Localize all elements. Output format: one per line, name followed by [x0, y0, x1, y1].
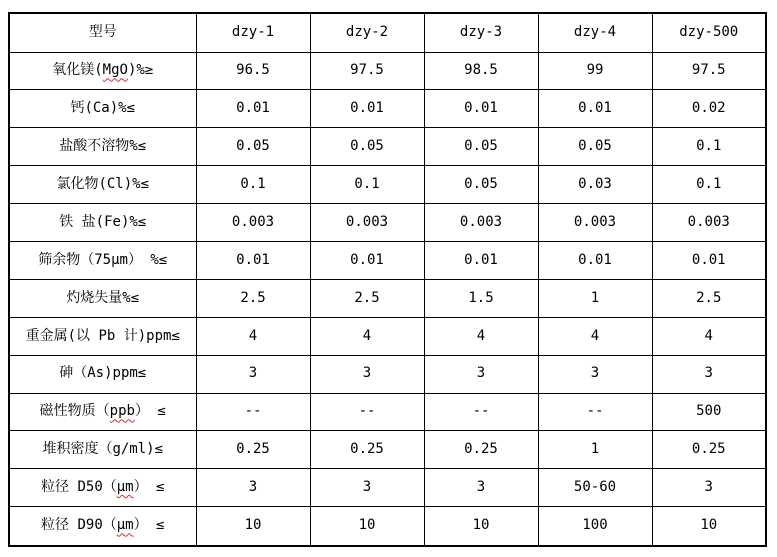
- row-label-as: [9, 355, 196, 393]
- cell-value: 99: [538, 52, 652, 90]
- row-label-ignition-loss: [9, 279, 196, 317]
- cell-value: 3: [652, 355, 766, 393]
- cell-value: 0.01: [196, 242, 310, 280]
- cell-value: 0.03: [538, 166, 652, 204]
- row-label-text: 粒径 D90（: [41, 517, 117, 534]
- row-label-cl: [9, 166, 196, 204]
- spellcheck-underline: ppb: [109, 403, 135, 420]
- cell-value: 3: [424, 355, 538, 393]
- spellcheck-underline: μm: [116, 479, 134, 496]
- cell-value: 0.05: [310, 128, 424, 166]
- cell-value: 1.5: [424, 279, 538, 317]
- cell-value: 0.05: [538, 128, 652, 166]
- spec-table: [8, 12, 767, 547]
- cell-value: 3: [196, 469, 310, 507]
- row-label-text: 粒径 D50（: [41, 479, 117, 496]
- cell-value: 0.01: [424, 90, 538, 128]
- cell-value: 0.003: [652, 204, 766, 242]
- table-row-magnetic: [9, 393, 766, 431]
- row-label-text: 重金属(以 Pb 计)ppm≤: [25, 327, 180, 344]
- cell-value: 10: [310, 507, 424, 546]
- cell-value: 0.003: [538, 204, 652, 242]
- column-header-dzy-4: dzy-4: [538, 13, 652, 52]
- cell-value: 500: [652, 393, 766, 431]
- table-row-d50: [9, 469, 766, 507]
- cell-value: 0.25: [196, 431, 310, 469]
- table-row-mgo: [9, 52, 766, 90]
- cell-value: 3: [424, 469, 538, 507]
- cell-value: --: [424, 393, 538, 431]
- row-label-bulk-density: [9, 431, 196, 469]
- spellcheck-underline: μm: [116, 517, 134, 534]
- row-label-text: 堆积密度（g/ml)≤: [42, 441, 164, 458]
- header-row: [9, 13, 766, 52]
- column-header-model: 型号: [9, 13, 196, 52]
- cell-value: 4: [424, 317, 538, 355]
- cell-value: 3: [310, 355, 424, 393]
- cell-value: 0.01: [424, 242, 538, 280]
- row-label-mgo: [9, 52, 196, 90]
- cell-value: 2.5: [196, 279, 310, 317]
- spellcheck-underline: MgO: [102, 62, 128, 79]
- cell-value: 0.1: [652, 128, 766, 166]
- column-header-dzy-2: dzy-2: [310, 13, 424, 52]
- cell-value: 0.003: [424, 204, 538, 242]
- cell-value: 3: [652, 469, 766, 507]
- cell-value: 4: [652, 317, 766, 355]
- cell-value: 0.25: [424, 431, 538, 469]
- row-label-text: 铁 盐(Fe)%≤: [59, 213, 147, 230]
- row-label-hcl-insoluble: [9, 128, 196, 166]
- cell-value: 2.5: [652, 279, 766, 317]
- row-label-magnetic: [9, 393, 196, 431]
- cell-value: 4: [538, 317, 652, 355]
- table-row-bulk-density: [9, 431, 766, 469]
- cell-value: 0.1: [310, 166, 424, 204]
- column-header-dzy-3: dzy-3: [424, 13, 538, 52]
- cell-value: 96.5: [196, 52, 310, 90]
- cell-value: 1: [538, 431, 652, 469]
- cell-value: 97.5: [310, 52, 424, 90]
- row-label-text: 筛余物（75μm） %≤: [38, 251, 168, 268]
- row-label-text: ） ≤: [133, 479, 165, 496]
- cell-value: 2.5: [310, 279, 424, 317]
- cell-value: 0.05: [424, 128, 538, 166]
- row-label-text: )%≥: [127, 62, 154, 79]
- column-header-dzy-1: dzy-1: [196, 13, 310, 52]
- cell-value: 0.01: [652, 242, 766, 280]
- row-label-heavy-metals: [9, 317, 196, 355]
- cell-value: --: [310, 393, 424, 431]
- row-label-text: 磁性物质（: [39, 403, 110, 420]
- cell-value: 0.01: [310, 242, 424, 280]
- cell-value: 0.25: [652, 431, 766, 469]
- row-label-text: 砷（As)ppm≤: [59, 365, 147, 382]
- cell-value: 0.01: [196, 90, 310, 128]
- cell-value: 0.003: [196, 204, 310, 242]
- row-label-text: 盐酸不溶物%≤: [59, 138, 147, 155]
- row-label-d50: [9, 469, 196, 507]
- row-label-text: 氯化物(Cl)%≤: [56, 175, 150, 192]
- cell-value: 10: [196, 507, 310, 546]
- cell-value: 0.25: [310, 431, 424, 469]
- row-label-text: 钙(Ca)%≤: [70, 100, 136, 117]
- cell-value: 10: [424, 507, 538, 546]
- cell-value: 0.003: [310, 204, 424, 242]
- cell-value: 3: [310, 469, 424, 507]
- table-row-d90: [9, 507, 766, 546]
- cell-value: --: [538, 393, 652, 431]
- cell-value: 4: [310, 317, 424, 355]
- cell-value: 50-60: [538, 469, 652, 507]
- table-row-sieve-residue: [9, 242, 766, 280]
- table-row-heavy-metals: [9, 317, 766, 355]
- cell-value: 10: [652, 507, 766, 546]
- cell-value: 1: [538, 279, 652, 317]
- cell-value: 0.1: [652, 166, 766, 204]
- cell-value: 4: [196, 317, 310, 355]
- cell-value: 98.5: [424, 52, 538, 90]
- row-label-text: ） ≤: [133, 517, 165, 534]
- row-label-text: ） ≤: [134, 403, 166, 420]
- table-row-cl: [9, 166, 766, 204]
- cell-value: 0.1: [196, 166, 310, 204]
- cell-value: 3: [196, 355, 310, 393]
- cell-value: 0.02: [652, 90, 766, 128]
- cell-value: 0.05: [424, 166, 538, 204]
- cell-value: --: [196, 393, 310, 431]
- table-row-ca: [9, 90, 766, 128]
- row-label-fe: [9, 204, 196, 242]
- column-header-dzy-500: dzy-500: [652, 13, 766, 52]
- table-row-fe: [9, 204, 766, 242]
- row-label-ca: [9, 90, 196, 128]
- row-label-sieve-residue: [9, 242, 196, 280]
- cell-value: 100: [538, 507, 652, 546]
- cell-value: 0.05: [196, 128, 310, 166]
- cell-value: 3: [538, 355, 652, 393]
- cell-value: 0.01: [538, 90, 652, 128]
- table-row-as: [9, 355, 766, 393]
- cell-value: 0.01: [538, 242, 652, 280]
- table-row-ignition-loss: [9, 279, 766, 317]
- row-label-d90: [9, 507, 196, 546]
- cell-value: 0.01: [310, 90, 424, 128]
- row-label-text: 灼烧失量%≤: [66, 289, 140, 306]
- table-row-hcl-insoluble: [9, 128, 766, 166]
- cell-value: 97.5: [652, 52, 766, 90]
- row-label-text: 氧化镁(: [52, 62, 103, 79]
